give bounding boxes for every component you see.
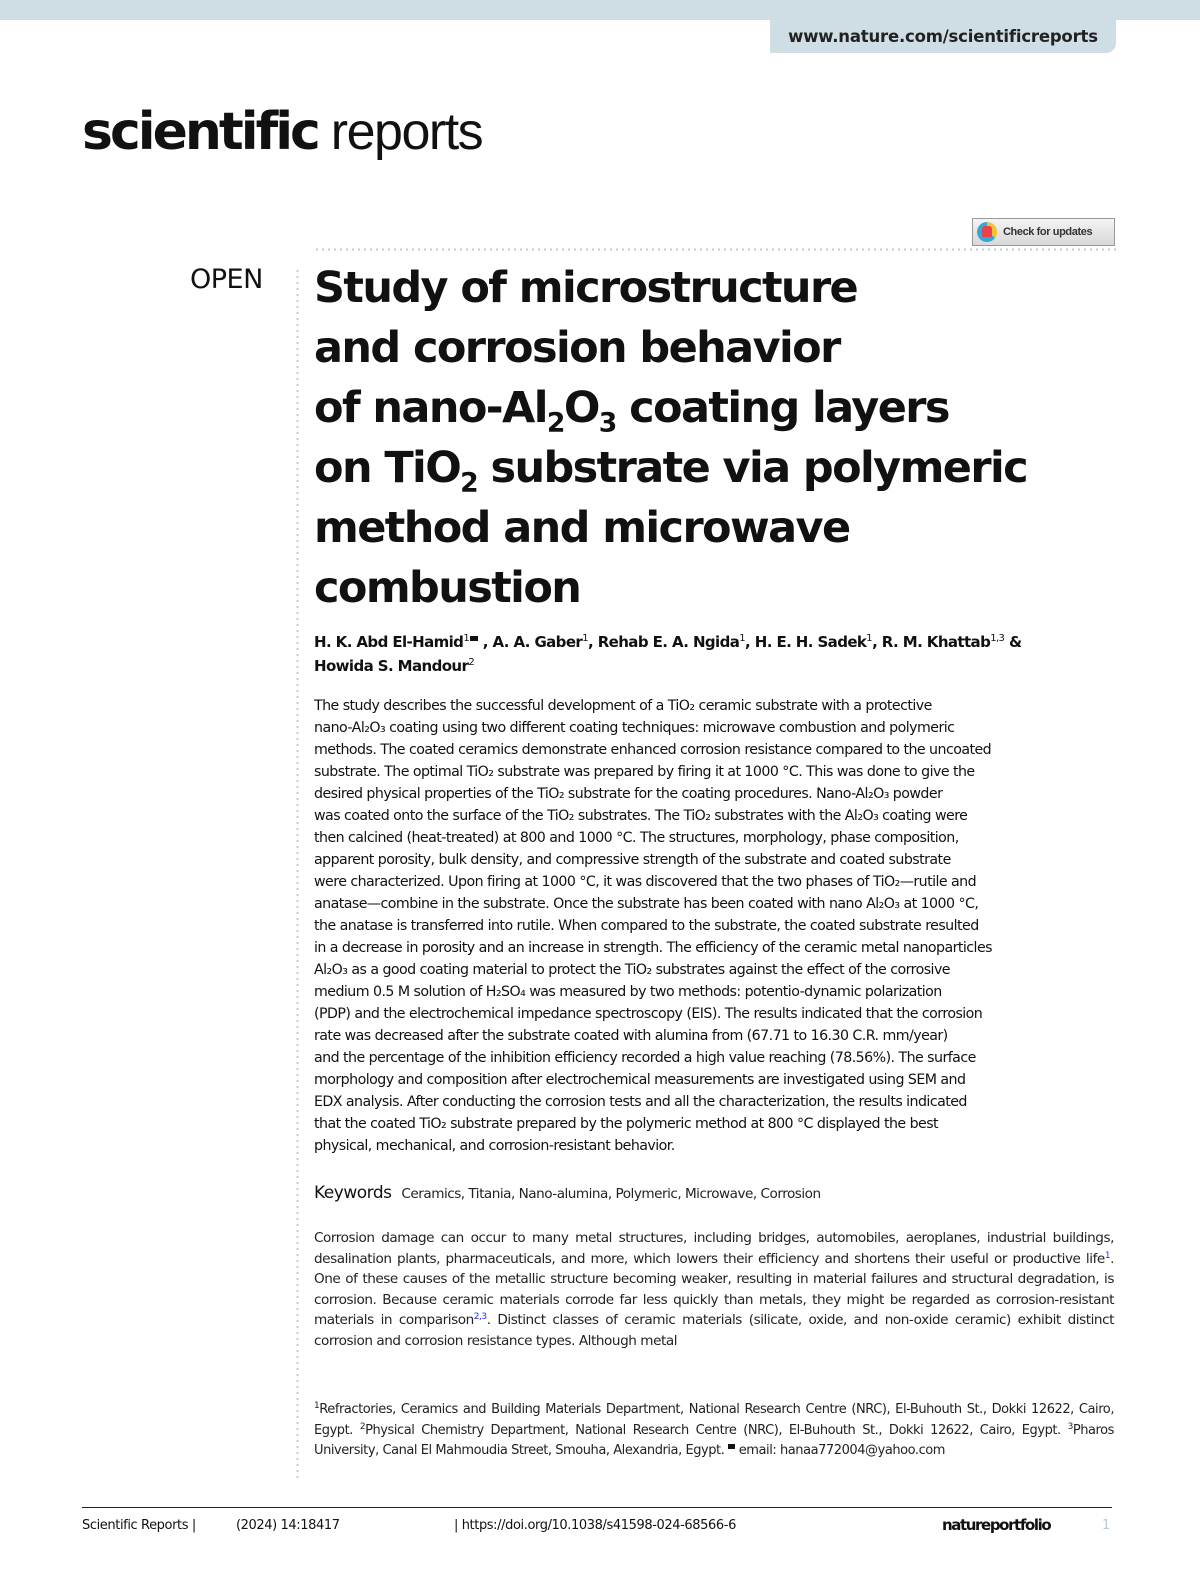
title-line: on TiO$_2$ substrate via polymeric (314, 443, 1027, 499)
journal-url[interactable]: www.nature.com/scientificreports (788, 27, 1098, 46)
affiliations: $^1$Refractories, Ceramics and Building Materials Department, National Research Centre (NRC), El-Buhouth St., Dokki 12622, Cairo, Egypt. $^2$Physical Chemistry Department, National Research Centre (NRC), El-Buhouth St., Dokki 12622, Cairo, Egypt. $^3$Pharos University, Canal El Mahmoudia Street, Smouha, Alexandria, Egypt. email: hanaa772004@yahoo.com (314, 1401, 1114, 1458)
abstract-line: anatase—combine in the substrate. Once the substrate has been coated with nano Al₂O₃ at 1000 °C, (314, 896, 979, 912)
abstract (314, 695, 1114, 1157)
author-link[interactable]: H. K. Abd El-Hamid (314, 633, 464, 651)
keywords (314, 1183, 1114, 1203)
envelope-icon[interactable] (470, 636, 478, 641)
abstract-line: desired physical properties of the TiO₂ substrate for the coating procedures. Nano-Al₂O₃ powder (314, 786, 943, 802)
abstract-line: then calcined (heat-treated) at 800 and 1000 °C. The structures, morphology, phase composition, (314, 830, 959, 846)
check-updates-label: Check for updates (1003, 226, 1093, 238)
footer-volume: (2024) 14:18417 (236, 1518, 340, 1533)
title-line: method and microwave (314, 503, 850, 553)
keywords-list: Ceramics, Titania, Nano-alumina, Polymeric, Microwave, Corrosion (401, 1186, 821, 1202)
abstract-line: medium 0.5 M solution of H₂SO₄ was measured by two methods: potentio-dynamic polarization (314, 984, 942, 1000)
abstract-line: EDX analysis. After conducting the corrosion tests and all the characterization, the results indicated (314, 1094, 967, 1110)
footer-journal: Scientific Reports | (82, 1518, 196, 1533)
abstract-line: in a decrease in porosity and an increase in strength. The efficiency of the ceramic metal nanoparticles (314, 940, 992, 956)
article-title (314, 258, 1114, 618)
title-line: and corrosion behavior (314, 323, 840, 373)
introduction-paragraph: Corrosion damage can occur to many metal structures, including bridges, automobiles, aeroplanes, industrial buildings, desalination plants, pharmaceuticals, and more, which lowers their efficiency and shortens their useful or productive life$^1$. One of these causes of the metallic structure becoming weaker, resulting in material failures and structural degradation, is corrosion. Because ceramic materials corrode far less quickly than metals, they might be regarded as corrosion-resistant materials in comparison$^{2,3}$. Distinct classes of ceramic materials (silicate, oxide, and non-oxide ceramic) exhibit distinct corrosion and corrosion resistance types. Although metal (314, 1230, 1114, 1349)
top-banner (0, 0, 1200, 20)
abstract-line: nano-Al₂O₃ coating using two different coating techniques: microwave combustion and polymeric (314, 720, 955, 736)
abstract-line: methods. The coated ceramics demonstrate enhanced corrosion resistance compared to the uncoated (314, 742, 992, 758)
email-link[interactable]: hanaa772004@yahoo.com (779, 1443, 946, 1458)
keywords-label: Keywords (314, 1183, 392, 1203)
check-for-updates-button[interactable] (972, 218, 1115, 246)
author-link[interactable]: H. E. H. Sadek (754, 633, 867, 651)
doi-link[interactable]: | https://doi.org/10.1038/s41598-024-68566-6 (454, 1518, 736, 1533)
title-line: of nano-$Al_2O_3$ coating layers (314, 383, 949, 439)
page-footer (82, 1516, 1122, 1538)
author-link[interactable]: Rehab E. A. Ngida (597, 633, 740, 651)
reference-link[interactable]: 1 (1104, 1250, 1111, 1261)
abstract-line: were characterized. Upon firing at 1000 °C, it was discovered that the two phases of TiO₂—rutile and (314, 874, 977, 890)
abstract-line: (PDP) and the electrochemical impedance spectroscopy (EIS). The results indicated that the corrosion (314, 1006, 983, 1022)
title-line: combustion (314, 563, 581, 613)
author-link[interactable]: A. A. Gaber (492, 633, 583, 651)
dotted-divider-horizontal (314, 248, 1116, 251)
logo-regular: reports (330, 103, 483, 161)
abstract-line: the anatase is transferred into rutile. When compared to the substrate, the coated substrate resulted (314, 918, 979, 934)
nature-portfolio-logo: natureportfolio (942, 1516, 1051, 1534)
crossmark-icon (977, 222, 997, 242)
footer-divider (82, 1507, 1112, 1508)
journal-url-tab[interactable] (770, 20, 1116, 53)
abstract-line: rate was decreased after the substrate coated with alumina from (67.71 to 16.30 C.R. mm/year) (314, 1028, 948, 1044)
open-access-label: OPEN (190, 264, 263, 295)
abstract-line: was coated onto the surface of the TiO₂ substrates. The TiO₂ substrates with the Al₂O₃ coating were (314, 808, 968, 824)
abstract-line: and the percentage of the inhibition efficiency recorded a high value reaching (78.56%). The surface (314, 1050, 976, 1066)
abstract-line: apparent porosity, bulk density, and compressive strength of the substrate and coated substrate (314, 852, 951, 868)
author-list: H. K. Abd El-Hamid$^1$ , A. A. Gaber$^1$, Rehab E. A. Ngida$^1$, H. E. H. Sadek$^1$, R. M. Khattab$^{1,3}$ & Howida S. Mandour$^2$ (314, 633, 1022, 675)
abstract-line: physical, mechanical, and corrosion-resistant behavior. (314, 1138, 675, 1154)
abstract-line: Al₂O₃ as a good coating material to protect the TiO₂ substrates against the effect of the corrosive (314, 962, 950, 978)
reference-link[interactable]: 2,3 (473, 1312, 487, 1322)
author-link[interactable]: R. M. Khattab (881, 633, 991, 651)
abstract-line: that the coated TiO₂ substrate prepared by the polymeric method at 800 °C displayed the best (314, 1116, 939, 1132)
abstract-line: morphology and composition after electrochemical measurements are investigated using SEM and (314, 1072, 966, 1088)
journal-logo (82, 102, 482, 162)
dotted-divider-vertical (296, 268, 299, 1480)
title-line: Study of microstructure (314, 263, 858, 313)
page-number: 1 (1102, 1518, 1110, 1533)
abstract-line: The study describes the successful development of a TiO₂ ceramic substrate with a protective (314, 698, 932, 714)
logo-bold: scientific (82, 102, 318, 162)
abstract-line: substrate. The optimal TiO₂ substrate was prepared by firing it at 1000 °C. This was done to give the (314, 764, 975, 780)
author-link[interactable]: Howida S. Mandour (314, 657, 469, 675)
